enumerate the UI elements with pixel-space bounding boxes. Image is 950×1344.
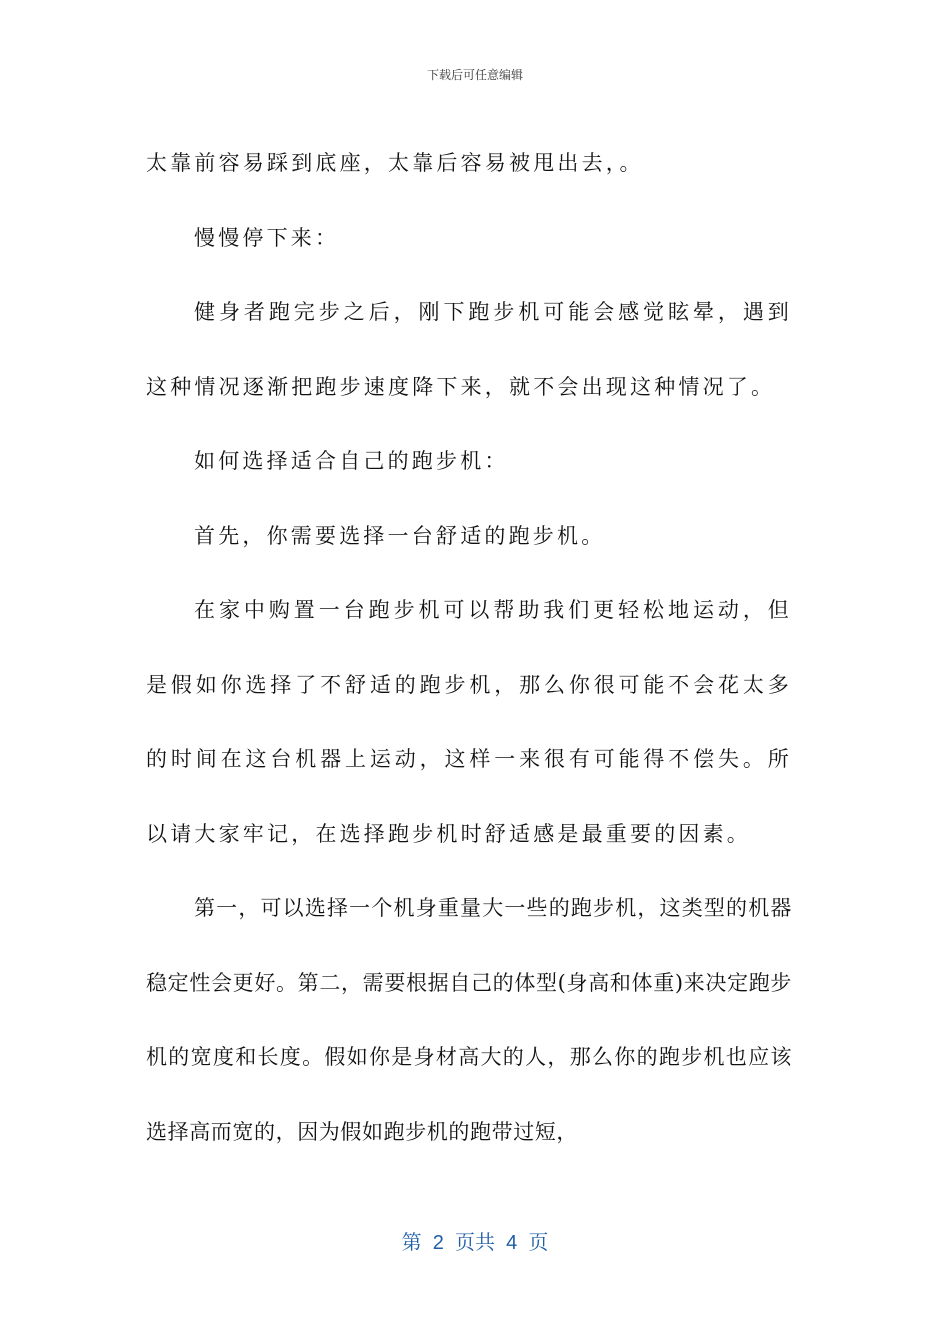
paragraph-3: 健身者跑完步之后，刚下跑步机可能会感觉眩晕，遇到这种情况逐渐把跑步速度降下来，就不会出现这种情况了。 <box>146 300 792 399</box>
paragraph-7: 第一，可以选择一个机身重量大一些的跑步机，这类型的机器稳定性会更好。第二，需要根据自己的体型(身高和体重)来决定跑步机的宽度和长度。假如你是身材高大的人，那么你的跑步机也应该选择高而宽的，因为假如跑步机的跑带过短， <box>146 896 792 1144</box>
paragraph-6: 在家中购置一台跑步机可以帮助我们更轻松地运动，但是假如你选择了不舒适的跑步机，那么你很可能不会花太多的时间在这台机器上运动，这样一来很有可能得不偿失。所以请大家牢记，在选择跑步机时舒适感是最重要的因素。 <box>146 598 792 846</box>
page-header: 下载后可任意编辑 <box>426 68 523 82</box>
paragraph-1: 太靠前容易踩到底座，太靠后容易被甩出去，。 <box>146 151 644 175</box>
paragraph-4: 如何选择适合自己的跑步机： <box>194 449 509 473</box>
document-body <box>146 126 792 1169</box>
paragraph-5: 首先，你需要选择一台舒适的跑步机。 <box>194 523 606 548</box>
page-footer: 第 2 页共 4 页 <box>401 1232 549 1254</box>
paragraph-2: 慢慢停下来： <box>194 225 340 250</box>
